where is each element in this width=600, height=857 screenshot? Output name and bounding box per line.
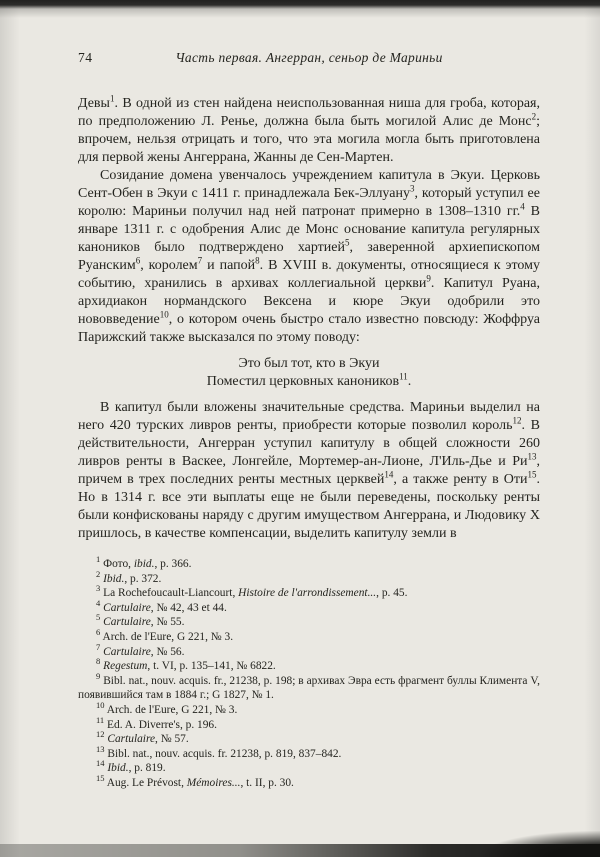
text-run: . Капитул Руана, архидиакон нормандского Вексена и кюре Экуи одобрили это нововведение (78, 276, 540, 327)
paragraph (78, 95, 540, 167)
text-run: Regestum (103, 660, 148, 673)
footnote-ref: 7 (197, 255, 203, 266)
footnote-ref: 14 (384, 469, 394, 480)
text-run: Bibl. nat., nouv. acquis. fr., 21238, p. 198; в архивах Эвра есть фрагмент буллы Климента V, появившийся там в 1884 г.; G 1827, № 1. (78, 674, 540, 702)
footnote (78, 700, 540, 718)
text-run: , p. 372. (124, 572, 162, 585)
text-run: ; впрочем, нельзя отрицать и того, что эта могила могла быть приготовлена для первой жены Ангеррана, Жанны де Сен-Мартен. (78, 114, 540, 165)
text-run: Фото, (103, 558, 134, 570)
text-run: , p. 45. (376, 587, 408, 600)
text-run: Ibid. (103, 572, 125, 585)
text-run: Cartulaire (107, 733, 156, 746)
text-run: , заверенной архиепископом Руанским (78, 240, 540, 273)
paragraph (78, 399, 540, 543)
text-run: , p. 819. (128, 762, 166, 775)
body-text (78, 95, 540, 543)
text-run: Ed. A. Diverre's, p. 196. (107, 718, 217, 731)
text-run: , причем в трех последних ренты местных церквей (78, 454, 540, 487)
text-run: , p. 366. (154, 558, 192, 570)
footnote-number: 14 (96, 758, 105, 769)
footnote (78, 597, 540, 616)
footnote-ref: 13 (527, 451, 537, 462)
footnote-number: 6 (96, 627, 101, 638)
text-run: , № 57. (155, 733, 189, 746)
footnote (78, 729, 540, 747)
footnote (78, 714, 540, 733)
text-run: В капитул были вложены значительные средства. Мариньи выделил на него 420 турских ливров ренты, приобрести которые позволил король (78, 400, 540, 433)
text-run: Bibl. nat., nouv. acquis. fr. 21238, p. 819, 837–842. (107, 747, 342, 760)
footnote (78, 758, 540, 776)
footnote-number: 5 (96, 612, 101, 623)
footnote-number: 2 (96, 568, 101, 579)
footnote-ref: 15 (527, 469, 537, 480)
text-run: , № 42, 43 et 44. (150, 601, 227, 614)
footnote (78, 568, 540, 587)
footnote (78, 656, 540, 674)
text-run: , № 55. (150, 616, 185, 629)
scan-edge-bottom (0, 844, 600, 857)
footnote-number: 9 (96, 670, 101, 681)
footnote-ref: 12 (512, 415, 522, 426)
footnote-number: 1 (96, 554, 101, 565)
text-run: , который уступил ее королю: Мариньи получил над ней патронат примерно в 1308–1310 гг. (78, 186, 540, 219)
text-run: Созидание домена увенчалось учреждением капитула в Экуи. Церковь Сент-Обен в Экуи с 1411 г. принадлежала Бек-Эллуану (78, 168, 540, 201)
footnote-number: 13 (96, 743, 105, 754)
text-run: . (407, 374, 412, 389)
text-run: В январе 1311 г. с одобрения Алис де Монс основание капитула регулярных каноников было подтверждено хартией (78, 204, 541, 255)
scan-edge-corner (480, 831, 600, 857)
footnote (78, 743, 540, 762)
text-run: Arch. de l'Eure, G 221, № 3. (106, 703, 238, 716)
footnote (78, 670, 540, 703)
text-run: , а также ренту в Оти (393, 472, 528, 487)
text-run: , t. VI, p. 135–141, № 6822. (147, 660, 276, 673)
text-run: Cartulaire (103, 601, 151, 614)
footnote-number: 3 (96, 583, 101, 594)
footnote-number: 10 (96, 700, 105, 711)
text-run: ibid. (133, 558, 155, 570)
text-run: и папой (202, 258, 256, 273)
footnote (78, 612, 540, 630)
footnote (78, 641, 540, 660)
footnote (78, 627, 540, 645)
footnote-number: 8 (96, 656, 101, 667)
footnote-ref: 3 (409, 183, 415, 194)
footnote-ref: 11 (399, 371, 408, 382)
text-run: Aug. Le Prévost, (106, 776, 187, 789)
footnote-number: 12 (96, 729, 105, 740)
footnote-ref: 2 (531, 111, 537, 122)
page-number: 74 (78, 50, 93, 65)
footnote-ref: 8 (255, 255, 260, 266)
footnote-number: 4 (96, 597, 101, 608)
footnote-number: 15 (96, 773, 105, 784)
text-run: . В одной из стен найдена неиспользованная ниша для гроба, которая, по предположению Л. Ренье, должна была быть могилой Алис де Монс (78, 96, 540, 129)
text-run: , № 56. (150, 645, 185, 658)
text-run: Mémoires... (186, 776, 241, 789)
text-run: Cartulaire (103, 616, 151, 629)
text-run: La Rochefoucault-Liancourt, (103, 587, 239, 600)
verse-quote (78, 355, 540, 391)
page-content (78, 50, 540, 791)
footnote-ref: 4 (520, 201, 525, 212)
text-run: . В действительности, Ангерран уступил капитулу в общей сложности 260 ливров ренты в Васкее, Лонгейле, Мортемер-ан-Лионе, Л'Иль-Дье и Ри (78, 418, 540, 469)
verse-line (78, 373, 540, 391)
text-run: Девы (78, 96, 110, 111)
text-run: Cartulaire (103, 645, 151, 658)
text-run: , о котором очень быстро стало известно повсюду: Жоффруа Парижский также высказался по этому поводу: (78, 312, 540, 345)
footnotes-block (78, 554, 540, 791)
footnote-number: 11 (96, 714, 105, 725)
text-run: . Но в 1314 г. все эти выплаты еще не были переведены, поскольку ренты были конфискованы наряду с другим имуществом Ангеррана, и Людовику X пришлось, в качестве компенсации, выделить капитулу земли в (78, 472, 540, 541)
footnote (78, 583, 540, 601)
footnote-ref: 5 (345, 237, 350, 248)
text-run: . В XVIII в. документы, относящиеся к этому событию, хранились в архивах коллегиальной церкви (78, 258, 541, 291)
text-run: , t. II, p. 30. (240, 776, 294, 789)
footnote (78, 773, 540, 791)
text-run: Это был тот, кто в Экуи (238, 356, 380, 371)
scan-edge-top (0, 0, 600, 18)
verse-line (78, 355, 540, 373)
footnote (78, 554, 540, 572)
running-head (78, 50, 540, 69)
footnote-ref: 10 (159, 309, 169, 320)
text-run: Поместил церковных каноников (206, 374, 400, 389)
footnote-ref: 9 (426, 273, 431, 284)
paragraph (78, 167, 540, 347)
text-run: Arch. de l'Eure, G 221, № 3. (102, 630, 234, 643)
footnote-ref: 6 (135, 255, 141, 266)
footnote-number: 7 (96, 641, 101, 652)
footnote-ref: 1 (109, 93, 115, 104)
running-title: Часть первая. Ангерран, сеньор де Мариньи (175, 50, 443, 65)
text-run: Ibid. (107, 762, 129, 775)
text-run: Histoire de l'arrondissement... (238, 587, 377, 600)
text-run: , королем (140, 258, 198, 273)
